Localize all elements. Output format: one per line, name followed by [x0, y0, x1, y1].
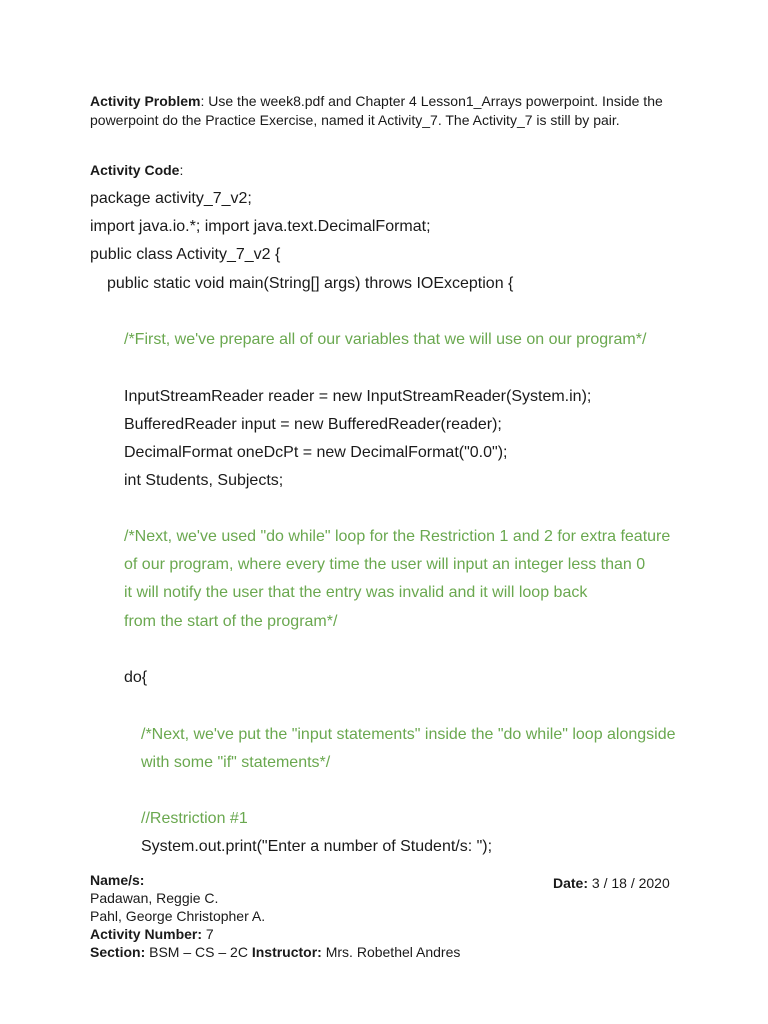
section-label: Section: [90, 944, 146, 960]
activity-problem-label: Activity Problem [90, 93, 201, 109]
code-line: do{ [124, 669, 148, 686]
code-comment: of our program, where every time the user will input an integer less than 0 [124, 556, 646, 573]
date-value: 3 / 18 / 2020 [591, 875, 670, 891]
activity-problem-paragraph [90, 92, 680, 130]
code-comment: from the start of the program*/ [124, 613, 338, 630]
activity-number-label: Activity Number: [90, 926, 203, 942]
code-line: public class Activity_7_v2 { [90, 246, 281, 263]
code-line: InputStreamReader reader = new InputStreamReader(System.in); [124, 388, 592, 405]
code-comment: //Restriction #1 [141, 810, 248, 827]
date-field [553, 874, 670, 892]
code-line: DecimalFormat oneDcPt = new DecimalFormat("0.0"); [124, 444, 508, 461]
code-comment: with some "if" statements*/ [141, 754, 331, 771]
activity-problem-text: : Use the week8.pdf and Chapter 4 Lesson1_Arrays powerpoint. Inside the powerpoint do the Practice Exercise, named it Activity_7. The Activity_7 is still by pair. [90, 93, 663, 128]
code-line: package activity_7_v2; [90, 190, 252, 207]
code-line: public static void main(String[] args) throws IOException { [107, 275, 514, 292]
code-line: System.out.print("Enter a number of Student/s: "); [141, 838, 493, 855]
names-label: Name/s: [90, 872, 145, 888]
activity-number-value: 7 [205, 926, 214, 942]
name-entry: Padawan, Reggie C. [90, 890, 219, 906]
instructor-label: Instructor: [251, 944, 322, 960]
footer-info [90, 871, 460, 961]
instructor-value: Mrs. Robethel Andres [325, 944, 461, 960]
code-line: import java.io.*; import java.text.DecimalFormat; [90, 218, 431, 235]
code-line: BufferedReader input = new BufferedReader(reader); [124, 416, 502, 433]
code-comment: /*First, we've prepare all of our variables that we will use on our program*/ [124, 331, 647, 348]
name-entry: Pahl, George Christopher A. [90, 908, 266, 924]
code-comment: /*Next, we've used "do while" loop for the Restriction 1 and 2 for extra feature [124, 528, 671, 545]
activity-code-heading [90, 161, 183, 180]
activity-code-suffix: : [179, 162, 184, 178]
code-comment: /*Next, we've put the "input statements" inside the "do while" loop alongside [141, 726, 676, 743]
code-comment: it will notify the user that the entry was invalid and it will loop back [124, 584, 588, 601]
activity-code-label: Activity Code [90, 162, 180, 178]
date-label: Date: [553, 875, 589, 891]
code-line: int Students, Subjects; [124, 472, 284, 489]
section-value: BSM – CS – 2C [149, 944, 248, 960]
